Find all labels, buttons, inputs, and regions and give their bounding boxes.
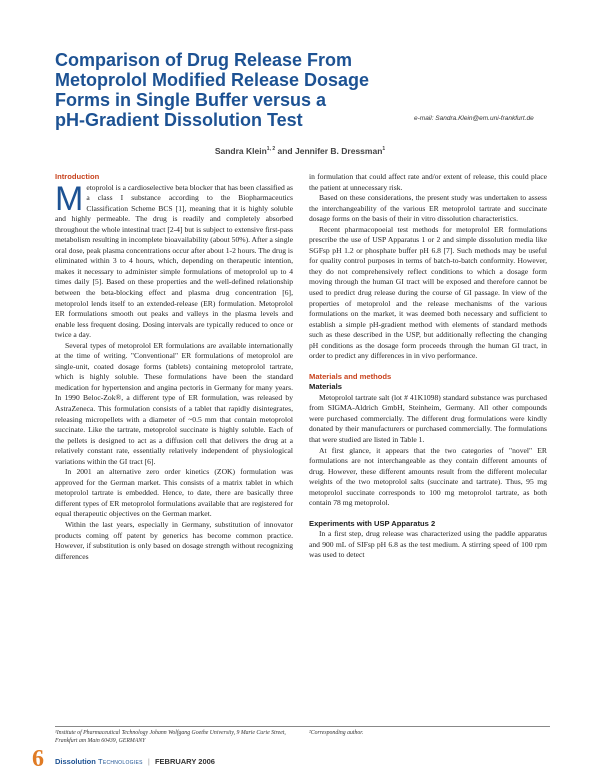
author-email[interactable]: e-mail: Sandra.Klein@em.uni-frankfurt.de [414, 115, 534, 122]
spacer [309, 509, 547, 519]
body-paragraph: Based on these considerations, the present study was undertaken to assess the interchangeability of the various ER metoprolol tartrate and succinate dosage forms on the basis of their in vitro dissolution characteristics. [309, 193, 547, 224]
article-title [55, 50, 395, 130]
title-line: Forms in Single Buffer versus a [55, 90, 327, 110]
issue-date: FEBRUARY 2006 [154, 757, 215, 766]
title-line: pH-Gradient Dissolution Test [55, 110, 303, 130]
footnote-divider [55, 726, 550, 727]
body-paragraph: Several types of metoprolol ER formulations are available internationally at the time of writing. "Conventional" ER formulations of metoprolol are single-unit, coated dosage forms (tablets) containing metoprolol tartrate, which is highly soluble. These formulations have been the standard medication for hypertension and angina pectoris in Germany for many years. In 1990 Beloc-Zok®, a different type of ER formulation, was released by AstraZeneca. This formulation consists of a tablet that rapidly disintegrates, releasing micropellets with a diameter of ~0.5 mm that contain metoprolol succinate. Like the tartrate, metoprolol succinate is highly soluble. Each of the pellets is designed to act as a diffusion cell that delivers the drug at a relatively constant rate, essentially relatively independent of physiological variations within the GI tract [6]. [55, 340, 293, 466]
body-paragraph: In 2001 an alternative zero order kinetics (ZOK) formulation was approved for the German market. This consists of a matrix tablet in which metoprolol tartrate is embedded. Hence, to date, there are basically three different types of ER metoprolol formulations available that are registered for equal therapeutic objectives on the German market. [55, 467, 293, 519]
author-affiliation-mark: 1 [382, 146, 386, 153]
title-line: Comparison of Drug Release From [55, 50, 353, 70]
body-paragraph: In a first step, drug release was characterized using the paddle apparatus and 900 mL of SIFsp pH 6.8 as the test medium. A stirring speed of 100 rpm was used to detect [309, 529, 547, 560]
body-paragraph: Recent pharmacopoeial test methods for metoprolol ER formulations prescribe the use of USP Apparatus 1 or 2 and simple dissolution media like SGFsp pH 1.2 or phosphate buffer pH 6.8 [7]. Such methods may be useful for quality control purposes in terms of batch-to-batch conformity. However, they do not comprehensively reflect conditions to which a dosage form moving through the human GI tract will be exposed and therefore cannot be used to predict drug release during the course of GI passage. In view of the properties of metoprolol and the release mechanisms of the various formulations on the market, it was deemed both necessary and sufficient to establish a simple pH-gradient method with elements of standard methods such as these described in the USP, but additionally reflecting the changing pH conditions as the dosage form proceeds through the human GI tract, in order to predict any differences in in vivo performance. [309, 224, 547, 361]
footnote-affiliation: ¹Institute of Pharmaceutical Technology Johann Wolfgang Goethe University, 9 Marie Curie Street, Frankfurt am Main 60439, GERMANY [55, 730, 286, 744]
section-heading-introduction: Introduction [55, 172, 100, 181]
body-paragraph: Within the last years, especially in Germany, substitution of innovator products coming off patent by generics has become common practice. However, if substitution is only based on dosage strength without recognizing differences [55, 520, 293, 561]
drop-cap: M [55, 179, 84, 218]
page-number: 6 [32, 746, 44, 772]
journal-footer [55, 757, 215, 766]
journal-brand: Dissolution [55, 757, 96, 766]
footer-separator: | [147, 757, 150, 766]
section-heading-materials-methods: Materials and methods [309, 371, 392, 381]
body-paragraph: in formulation that could affect rate and/or extent of release, this could place the patient at unnecessary risk. [309, 172, 547, 192]
body-paragraph: At first glance, it appears that the two categories of "novel" ER formulations are not interchangeable as they contain different amounts of drug. However, these different amounts result from the different molecular weights of the two metoprolol salts (succinate and tartrate). Thus, 95 mg metoprolol succinate corresponds to 100 mg metoprolol tartrate, as both contain 78 mg metoprolol. [309, 445, 547, 508]
title-line: Metoprolol Modified Release Dosage [55, 70, 370, 90]
body-paragraph: Metoprolol tartrate salt (lot # 41K1098) standard substance was purchased from SIGMA-Aldrich GmbH, Steinheim, Germany. All other compounds were purchased commercially. The different drug formulations were kindly donated by their manufacturers or purchased commercially. The formulations that were studied are listed in Table 1. [309, 392, 547, 445]
subheading-materials: Materials [309, 382, 342, 392]
journal-brand-suffix: Technologies [97, 757, 143, 766]
spacer [309, 362, 547, 372]
paragraph-text: etoprolol is a cardioselective beta blocker that has been classified as a class I substance according to the Biopharmaceutics Classification Scheme BCS [1], meaning that it is highly soluble and highly permeable. The drug is readily and completely absorbed throughout the whole intestinal tract [2-4] but is subject to extensive first-pass metabolism resulting in incomplete bioavailability (about 50%). After a single oral dose, peak plasma concentrations occur after about 1-2 hours. The drug is eliminated within 3 to 4 hours, which, depending on therapeutic intention, makes it necessary to administer simple formulations of metoprolol up to 4 times daily [5]. Based on these properties and the well-defined relationship between the beta-blocking effect and plasma drug concentration [6], metoprolol lends itself to an extended-release (ER) formulation. Metoprolol ER formulations smooth out peaks and valleys in the plasma levels and enable less frequent dosing. Dosing intervals are typically reduced to once or twice a day. [55, 182, 293, 340]
body-paragraph [55, 179, 293, 341]
subheading-usp-apparatus: Experiments with USP Apparatus 2 [309, 518, 436, 528]
footnote-corresponding: ²Corresponding author. [309, 730, 364, 736]
author-name: and Jennifer B. Dressman [277, 146, 383, 156]
author-line [0, 146, 600, 156]
left-column [55, 172, 293, 562]
right-column [309, 172, 547, 561]
author-name: Sandra Klein [214, 146, 267, 156]
author-affiliation-mark: 1, 2 [266, 146, 276, 153]
